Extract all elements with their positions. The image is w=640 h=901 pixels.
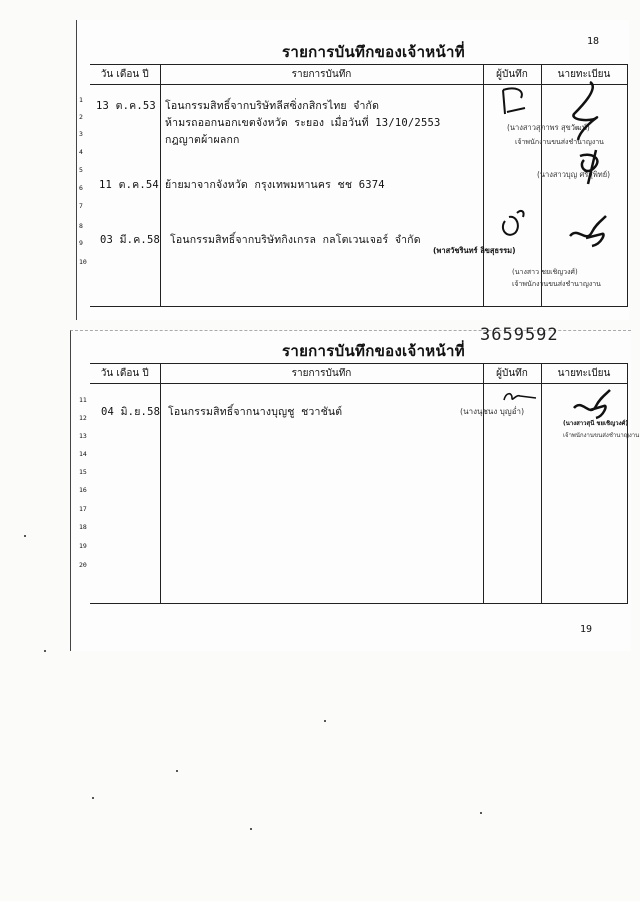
scan-speck: [176, 770, 178, 772]
recorder-name: (นางนุชนง บุญอ่ำ): [460, 407, 525, 416]
scan-speck: [24, 535, 26, 537]
entry-text-line: โอนกรรมสิทธิ์จากนางบุญชู ชวาชันต์: [168, 406, 343, 418]
line-number: 2: [79, 113, 83, 121]
scan-speck: [250, 828, 252, 830]
line-number: 15: [79, 468, 87, 476]
registrar-position: เจ้าพนักงานขนส่งชำนาญงาน: [563, 432, 640, 439]
line-number: 4: [79, 148, 83, 156]
line-number: 14: [79, 450, 87, 458]
entry-text-line: ย้ายมาจากจังหวัด กรุงเทพมหานคร ชช 6374: [165, 179, 385, 191]
line-number: 16: [79, 486, 87, 494]
entry-date: 04 มิ.ย.58: [101, 406, 161, 418]
scan-speck: [480, 812, 482, 814]
line-number: 11: [79, 396, 87, 404]
recorder-signature-2: [495, 205, 535, 241]
scan-speck: [44, 650, 46, 652]
registrar-signature-3: [562, 212, 612, 252]
registrar-position: เจ้าพนักงานขนส่งชำนาญงาน: [512, 280, 601, 288]
scan-speck: [92, 797, 94, 799]
col-header-record: รายการบันทึก: [160, 65, 483, 85]
col-header-recorder: ผู้บันทึก: [483, 65, 541, 85]
line-number: 12: [79, 414, 87, 422]
line-number: 18: [79, 523, 87, 531]
section-2-title: รายการบันทึกของเจ้าหน้าที่: [282, 342, 465, 360]
line-number: 8: [79, 222, 83, 230]
line-number: 13: [79, 432, 87, 440]
recorder-name: (พาสวัชรินทร์ ลิขสุธรรม): [433, 246, 516, 255]
line-number: 10: [79, 258, 87, 266]
registrar-signature-4: [568, 388, 618, 422]
page-number-bottom: 19: [580, 624, 593, 635]
line-number: 9: [79, 239, 83, 247]
entry-date: 13 ต.ค.53: [96, 100, 156, 112]
col-header-date: วัน เดือน ปี: [90, 65, 160, 85]
registrar-signature-1: [560, 78, 610, 148]
line-number: 19: [79, 542, 87, 550]
recorder-signature-3: [500, 388, 540, 408]
col-header-recorder: ผู้บันทึก: [483, 364, 541, 384]
entry-date: 11 ต.ค.54: [99, 179, 159, 191]
registrar-name: (นางสาวบุญ ศรีสุพิทย์): [537, 170, 611, 179]
recorder-position: เจ้าพนักงานขนส่งชำนาญงาน: [515, 138, 604, 146]
col-header-record: รายการบันทึก: [160, 364, 483, 384]
line-number: 1: [79, 96, 83, 104]
recorder-signature-1: [495, 84, 535, 120]
col-header-registrar: นายทะเบียน: [541, 65, 627, 85]
line-number: 17: [79, 505, 87, 513]
line-number: 3: [79, 130, 83, 138]
recorder-name: (นางสาวสุภาพร สุขวัฒน์): [507, 123, 590, 132]
line-number: 6: [79, 184, 83, 192]
date-cell: [90, 85, 160, 307]
scan-speck: [324, 720, 326, 722]
registrar-name: (นางสาว ชยเชิญวงศ์): [512, 268, 578, 276]
section-1-title: รายการบันทึกของเจ้าหน้าที่: [282, 43, 465, 61]
line-number: 5: [79, 166, 83, 174]
entry-text-line: โอนกรรมสิทธิ์จากบริษัทลีสซิ่งกสิกรไทย จำกัด: [165, 100, 380, 112]
entry-date: 03 มี.ค.58: [100, 234, 160, 246]
registrar-signature-2: [560, 148, 610, 188]
registrar-name: (นางสาวสุนี ชยเชิญวงศ์): [563, 420, 629, 427]
col-header-date: วัน เดือน ปี: [90, 364, 160, 384]
serial-number: 3659592: [480, 325, 559, 345]
page-number-top: 18: [587, 36, 600, 47]
line-number: 7: [79, 202, 83, 210]
line-number: 20: [79, 561, 87, 569]
col-header-registrar: นายทะเบียน: [541, 364, 627, 384]
entry-text-line: โอนกรรมสิทธิ์จากบริษัทกิงเกรล กลโตเวนเจอร์ จำกัด: [170, 234, 421, 246]
entry-text-line: ห้ามรถออกนอกเขตจังหวัด ระยอง เมื่อวันที่ 13/10/2553: [165, 117, 441, 129]
entry-text-line: กฎญาตผ้าผลกก: [165, 134, 240, 146]
section-2-table: [90, 363, 628, 604]
